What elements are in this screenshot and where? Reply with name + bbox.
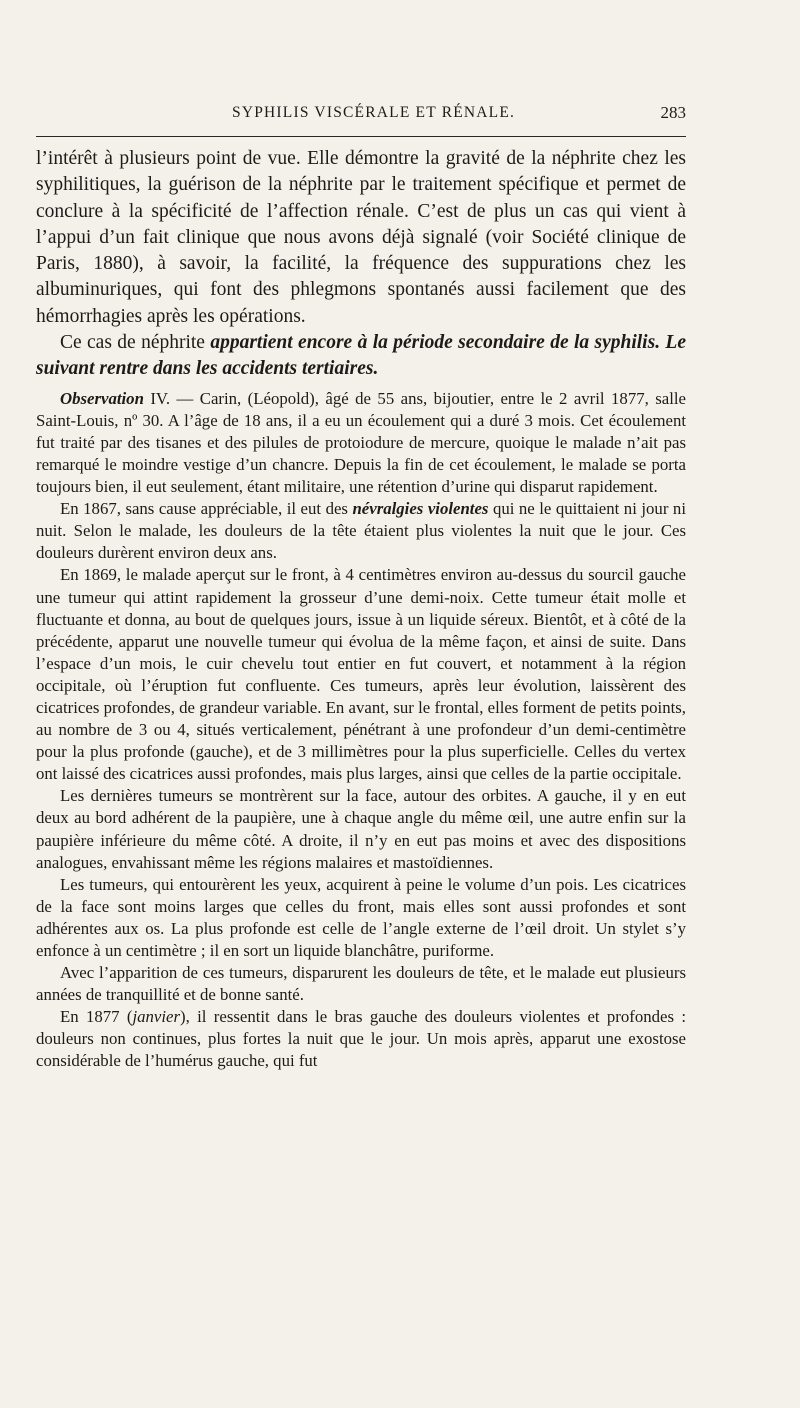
paragraph-face-tumors xyxy=(36,785,686,873)
paragraph-face-tumors-text: Les dernières tumeurs se montrèrent sur la face, autour des orbites. A gauche, il y en eut deux au bord adhérent de la paupière, une à chaque angle du même œil, une autre enfin sur la paupière inférieure du même côté. A droite, il n’y en eut pas moins et avec des dispositions analogues, envahissant même les régions malaires et mastoïdiennes. xyxy=(36,786,686,872)
paragraph-1867-lead: En 1867, sans cause appréciable, il eut des xyxy=(60,499,353,519)
paragraph-1869 xyxy=(36,564,686,785)
paragraph-1877-rest: ), il ressentit dans le bras gauche des douleurs violentes et profondes : douleurs non continues, plus fortes la nuit que le jour. Un mois après, apparut une exostose considérable de l’humérus gauche, qui fut xyxy=(36,1007,687,1071)
paragraph-scars-text: Les tumeurs, qui entourèrent les yeux, acquirent à peine le volume d’un pois. Les cicatrices de la face sont moins larges que celles du front, mais elles sont aussi profondes et sont adhérentes aux os. La plus profonde est celle de l’angle externe de l’œil droit. Un stylet s’y enfonce à un centimètre ; il en sort un liquide blanchâtre, puriforme. xyxy=(36,874,686,961)
paragraph-remission xyxy=(36,962,686,1006)
paragraph-1877-emphasis: janvier xyxy=(132,1007,181,1027)
paragraph-transition xyxy=(36,330,686,383)
body-text xyxy=(36,146,686,1073)
paragraph-1877-lead: En 1877 ( xyxy=(60,1007,133,1027)
paragraph-intro xyxy=(36,146,686,330)
paragraph-1867 xyxy=(36,498,686,564)
paragraph-scars xyxy=(36,874,686,962)
paragraph-1867-rest: qui ne le quittaient ni jour ni nuit. Selon le malade, les douleurs de la tête étaient plus violentes la nuit que le jour. Ces douleurs durèrent environ deux ans. xyxy=(36,499,686,563)
paragraph-remission-text: Avec l’apparition de ces tumeurs, disparurent les douleurs de tête, et le malade eut plusieurs années de tranquillité et de bonne santé. xyxy=(36,963,686,1005)
observation-text: — Carin, (Léopold), âgé de 55 ans, bijoutier, entre le 2 avril 1877, salle Saint-Louis, nº 30. A l’âge de 18 ans, il a eu un écoulement qui a duré 3 mois. Cet écoulement fut traité par des tisanes et des pilules de protoiodure de mercure, quoique le malade n’ait pas remarqué le moindre vestige d’un chancre. Depuis la fin de cet écoulement, le malade se porta toujours bien, il eut seulement, étant militaire, une rétention d’urine qui disparut rapidement. xyxy=(36,388,686,497)
page-number: 283 xyxy=(660,103,686,122)
paragraph-1869-text: En 1869, le malade aperçut sur le front, à 4 centimètres environ au-dessus du sourcil gauche une tumeur qui attint rapidement la grosseur d’une demi-noix. Cette tumeur était molle et fluctuante et donna, au bout de quelques jours, issue à un liquide séreux. Bientôt, et à côté de la précédente, apparut une nouvelle tumeur qui évolua de la même façon, et ainsi de suite. Dans l’espace d’un mois, le cuir chevelu tout entier en fut couvert, et notamment à la région occipitale, où l’éruption fut confluente. Ces tumeurs, après leur évolution, laissèrent des cicatrices profondes, de grandeur variable. En avant, sur le frontal, elles forment de petits points, au nombre de 3 ou 4, situés verticalement, pénétrant à une profondeur d’un demi-centimètre pour la plus profonde (gauche), et de 3 millimètres pour la plus superficielle. Celles du vertex ont laissé des cicatrices aussi profondes, mais plus larges, ainsi que celles de la partie occipitale. xyxy=(36,565,686,784)
paragraph-transition-emphasis: appartient encore à la période secondaire de la syphilis. Le suivant rentre dans les accidents tertiaires. xyxy=(36,332,686,380)
paragraph-1877 xyxy=(36,1006,686,1072)
paragraph-transition-lead: Ce cas de néphrite xyxy=(60,332,211,354)
observation-number: IV. xyxy=(143,388,177,408)
observation-paragraph xyxy=(36,388,686,498)
header-rule xyxy=(36,136,686,137)
running-title: SYPHILIS VISCÉRALE ET RÉNALE. xyxy=(232,104,516,121)
page-header xyxy=(36,100,686,130)
paragraph-1867-emphasis: névralgies violentes xyxy=(352,499,489,519)
paragraph-intro-text: l’intérêt à plusieurs point de vue. Elle démontre la gravité de la néphrite chez les syphilitiques, la guérison de la néphrite par le traitement spécifique et permet de conclure à la spécificité de l’affection rénale. C’est de plus un cas qui vient à l’appui d’un fait clinique que nous avons déjà signalé (voir Société clinique de Paris, 1880), à savoir, la facilité, la fréquence des suppurations chez les albuminuriques, qui font des phlegmons spontanés aussi facilement que des hémorrhagies après les opérations. xyxy=(36,148,686,327)
observation-label: Observation xyxy=(60,388,144,408)
